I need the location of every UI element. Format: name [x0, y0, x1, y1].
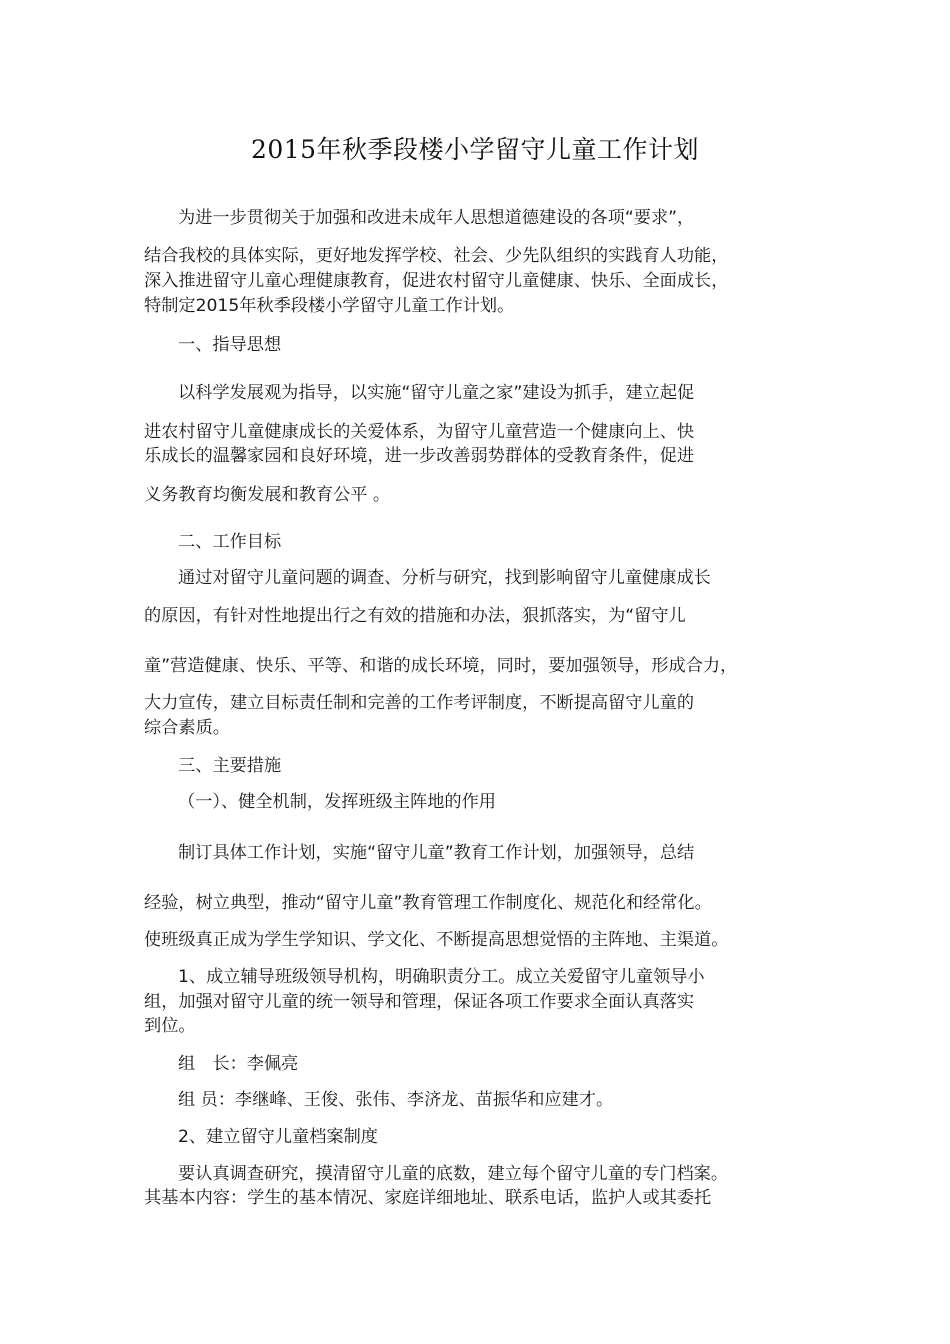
text-line: 1、成立辅导班级领导机构，明确职责分工。成立关爱留守儿童领导小	[178, 967, 705, 987]
section-heading: 三、主要措施	[178, 756, 282, 776]
text-line: 要认真调查研究，摸清留守儿童的底数，建立每个留守儿童的专门档案。	[178, 1164, 729, 1184]
text-line: 制订具体工作计划，实施“留守儿童”教育工作计划，加强领导，总结	[178, 843, 695, 863]
text-line: 的原因，有针对性地提出行之有效的措施和办法，狠抓落实，为“留守儿	[144, 606, 686, 626]
text-line: 到位。	[144, 1016, 196, 1036]
subsection-heading: （一）、健全机制，发挥班级主阵地的作用	[178, 792, 496, 812]
text-line: 组，加强对留守儿童的统一领导和管理，保证各项工作要求全面认真落实	[144, 992, 695, 1012]
team-members-line: 组 员：李继峰、王俊、张伟、李济龙、苗振华和应建才。	[178, 1090, 614, 1110]
text-line: 使班级真正成为学生学知识、学文化、不断提高思想觉悟的主阵地、主渠道。	[144, 930, 729, 950]
text-line: 其基本内容：学生的基本情况、家庭详细地址、联系电话，监护人或其委托	[144, 1188, 712, 1208]
text-line: 童”营造健康、快乐、平等、和谐的成长环境，同时，要加强领导，形成合力，	[144, 656, 738, 676]
subsection-heading: 2、建立留守儿童档案制度	[178, 1127, 378, 1147]
text-line: 结合我校的具体实际，更好地发挥学校、社会、少先队组织的实践育人功能，	[144, 246, 729, 266]
text-line: 特制定2015年秋季段楼小学留守儿童工作计划。	[144, 296, 515, 316]
text-line: 义务教育均衡发展和教育公平 。	[144, 485, 391, 505]
text-line: 以科学发展观为指导，以实施“留守儿童之家”建设为抓手，建立起促	[178, 383, 695, 403]
text-line: 综合素质。	[144, 718, 230, 738]
section-heading: 一、指导思想	[178, 335, 282, 355]
text-line: 经验，树立典型，推动“留守儿童”教育管理工作制度化、规范化和经常化。	[144, 893, 712, 913]
text-line: 通过对留守儿童问题的调查、分析与研究，找到影响留守儿童健康成长	[178, 568, 711, 588]
section-heading: 二、工作目标	[178, 532, 282, 552]
text-line: 乐成长的温馨家园和良好环境，进一步改善弱势群体的受教育条件，促进	[144, 446, 695, 466]
text-line: 进农村留守儿童健康成长的关爱体系，为留守儿童营造一个健康向上、快	[144, 422, 695, 442]
team-leader-line: 组 长：李佩亮	[178, 1054, 299, 1074]
text-line: 深入推进留守儿童心理健康教育，促进农村留守儿童健康、快乐、全面成长，	[144, 271, 729, 291]
text-line: 大力宣传，建立目标责任制和完善的工作考评制度，不断提高留守儿童的	[144, 693, 695, 713]
text-line: 为进一步贯彻关于加强和改进未成年人思想道德建设的各项“要求”，	[178, 208, 695, 228]
document-title: 2015年秋季段楼小学留守儿童工作计划	[250, 135, 700, 164]
